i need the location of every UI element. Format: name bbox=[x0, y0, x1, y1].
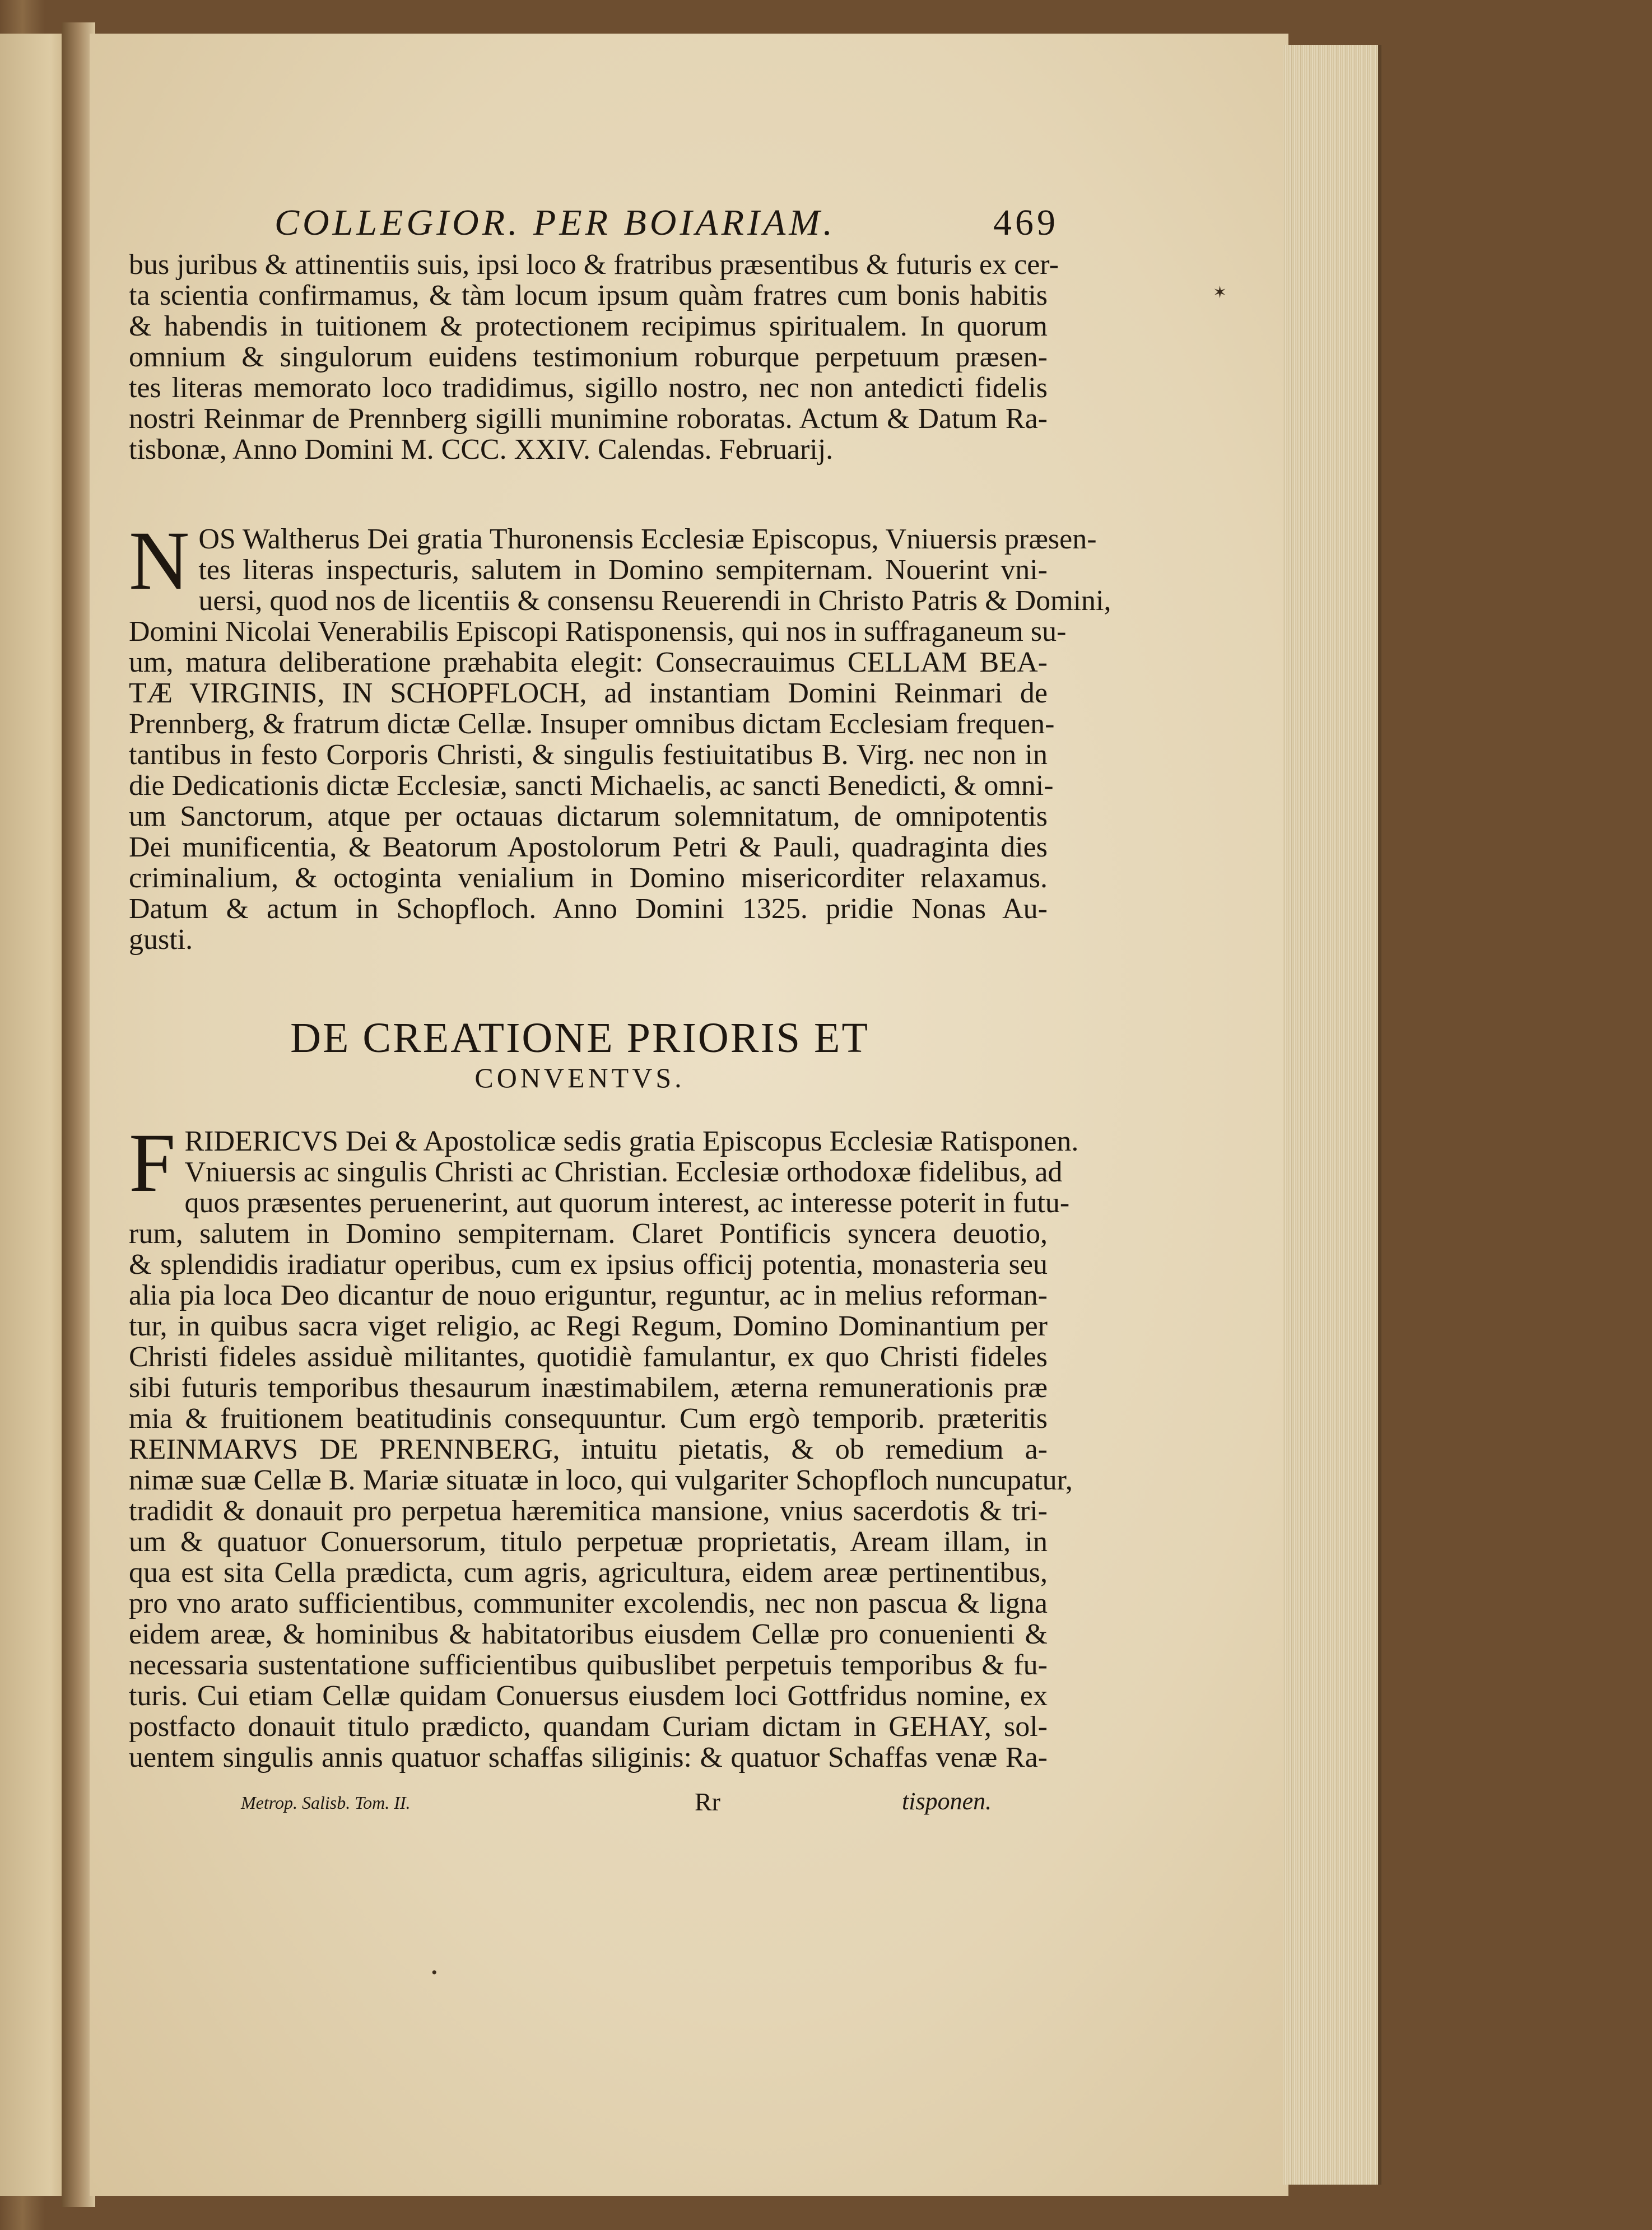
text-line: pro vno arato sufficientibus, communiter excolendis, nec non pascua & ligna bbox=[129, 1587, 1048, 1619]
text-line: um Sanctorum, atque per octauas dictarum solemnitatum, de omnipotentis bbox=[129, 800, 1048, 832]
text-line: bus juribus & attinentiis suis, ipsi loco & fratribus præsentibus & futuris ex cer- bbox=[129, 249, 1059, 281]
text-line: nostri Reinmar de Prennberg sigilli munimine roboratas. Actum & Datum Ra- bbox=[129, 403, 1048, 435]
text-line: tantibus in festo Corporis Christi, & singulis festiuitatibus B. Virg. nec non in bbox=[129, 739, 1048, 771]
text-line: ta scientia confirmamus, & tàm locum ipsum quàm fratres cum bonis habitis bbox=[129, 280, 1048, 311]
text-line: omnium & singulorum euidens testimonium roburque perpetuum præsen- bbox=[129, 341, 1048, 373]
text-line: alia pia loca Deo dicantur de nouo eriguntur, reguntur, ac in melius reforman- bbox=[129, 1279, 1048, 1311]
text-line: quos præsentes peruenerint, aut quorum interest, ac interesse poterit in futu- bbox=[184, 1187, 1070, 1219]
text-line: eidem areæ, & hominibus & habitatoribus eiusdem Cellæ pro conuenienti & bbox=[129, 1618, 1048, 1650]
text-line: gusti. bbox=[129, 924, 193, 956]
page-fore-edge bbox=[1283, 45, 1381, 2185]
section-title: DE CREATIONE PRIORIS ET bbox=[290, 1014, 869, 1062]
paragraph-1 bbox=[129, 249, 1059, 465]
text-line: mia & fruitionem beatitudinis consequuntur. Cum ergò temporib. præteritis bbox=[129, 1403, 1048, 1435]
stray-ink-mark: ✶ bbox=[1213, 283, 1227, 302]
text-line: Prennberg, & fratrum dictæ Cellæ. Insuper omnibus dictam Ecclesiam frequen- bbox=[129, 708, 1055, 740]
drop-cap: N bbox=[129, 514, 190, 607]
text-line: uersi, quod nos de licentiis & consensu Reuerendi in Christo Patris & Domini, bbox=[198, 585, 1111, 617]
text-line: qua est sita Cella prædicta, cum agris, agricultura, eidem areæ pertinentibus, bbox=[129, 1557, 1048, 1589]
text-line: Datum & actum in Schopfloch. Anno Domini 1325. pridie Nonas Au- bbox=[129, 893, 1048, 925]
text-line: necessaria sustentatione sufficientibus quibuslibet perpetuis temporibus & fu- bbox=[129, 1649, 1048, 1681]
text-line: tisbonæ, Anno Domini M. CCC. XXIV. Calendas. Februarij. bbox=[129, 434, 834, 465]
paragraph-2 bbox=[129, 514, 1111, 956]
text-line: criminalium, & octoginta venialium in Domino misericorditer relaxamus. bbox=[129, 862, 1048, 894]
drop-cap: F bbox=[129, 1116, 176, 1209]
footer-volume-note: Metrop. Salisb. Tom. II. bbox=[241, 1793, 411, 1813]
stray-ink-mark: • bbox=[431, 1963, 438, 1982]
text-line: REINMARVS DE PRENNBERG, intuitu pietatis, & ob remedium a- bbox=[129, 1433, 1048, 1465]
text-line: postfacto donauit titulo prædicto, quandam Curiam dictam in GEHAY, sol- bbox=[129, 1711, 1048, 1743]
text-line: tradidit & donauit pro perpetua hæremitica mansione, vnius sacerdotis & tri- bbox=[129, 1495, 1048, 1527]
text-line: & habendis in tuitionem & protectionem recipimus spiritualem. In quorum bbox=[129, 310, 1048, 342]
footer-signature-mark: Rr bbox=[695, 1787, 720, 1816]
page-number: 469 bbox=[993, 202, 1059, 243]
text-line: um & quatuor Conuersorum, titulo perpetuæ proprietatis, Aream illam, in bbox=[129, 1526, 1048, 1558]
section-subtitle: CONVENTVS. bbox=[474, 1062, 685, 1093]
text-line: Domini Nicolai Venerabilis Episcopi Ratisponensis, qui nos in suffraganeum su- bbox=[129, 616, 1067, 648]
paragraph-3 bbox=[129, 1116, 1079, 1773]
text-line: sibi futuris temporibus thesaurum inæstimabilem, æterna remunerationis præ bbox=[129, 1372, 1048, 1404]
text-line: Christi fideles assiduè militantes, quotidiè famulantur, ex quo Christi fideles bbox=[129, 1341, 1048, 1373]
text-line: nimæ suæ Cellæ B. Mariæ situatæ in loco, qui vulgariter Schopfloch nuncupatur, bbox=[129, 1464, 1073, 1496]
text-line: tes literas inspecturis, salutem in Domino sempiternam. Nouerint vni- bbox=[198, 554, 1048, 586]
text-line: turis. Cui etiam Cellæ quidam Conuersus eiusdem loci Gottfridus nomine, ex bbox=[129, 1680, 1048, 1712]
text-line: tur, in quibus sacra viget religio, ac Regi Regum, Domino Dominantium per bbox=[129, 1310, 1048, 1342]
text-line: OS Waltherus Dei gratia Thuronensis Ecclesiæ Episcopus, Vniuersis præsen- bbox=[198, 523, 1097, 555]
text-line: die Dedicationis dictæ Ecclesiæ, sancti Michaelis, ac sancti Benedicti, & omni- bbox=[129, 770, 1054, 802]
text-line: & splendidis iradiatur operibus, cum ex ipsius officij potentia, monasteria seu bbox=[129, 1249, 1048, 1281]
text-line: um, matura deliberatione præhabita elegit: Consecrauimus CELLAM BEA- bbox=[129, 646, 1048, 678]
running-title: COLLEGIOR. PER BOIARIAM. bbox=[274, 202, 836, 243]
text-line: rum, salutem in Domino sempiternam. Claret Pontificis syncera deuotio, bbox=[129, 1218, 1048, 1250]
text-line: Dei munificentia, & Beatorum Apostolorum Petri & Pauli, quadraginta dies bbox=[129, 831, 1048, 863]
text-line: Vniuersis ac singulis Christi ac Christian. Ecclesiæ orthodoxæ fidelibus, ad bbox=[184, 1156, 1063, 1188]
text-line: TÆ VIRGINIS, IN SCHOPFLOCH, ad instantiam Domini Reinmari de bbox=[129, 677, 1048, 709]
running-header bbox=[274, 202, 1059, 246]
text-line: uentem singulis annis quatuor schaffas siliginis: & quatuor Schaffas venæ Ra- bbox=[129, 1742, 1048, 1773]
text-line: RIDERICVS Dei & Apostolicæ sedis gratia Episcopus Ecclesiæ Ratisponen. bbox=[184, 1125, 1079, 1157]
footer-catchword: tisponen. bbox=[902, 1787, 992, 1815]
text-line: tes literas memorato loco tradidimus, sigillo nostro, nec non antedicti fidelis bbox=[129, 372, 1048, 404]
